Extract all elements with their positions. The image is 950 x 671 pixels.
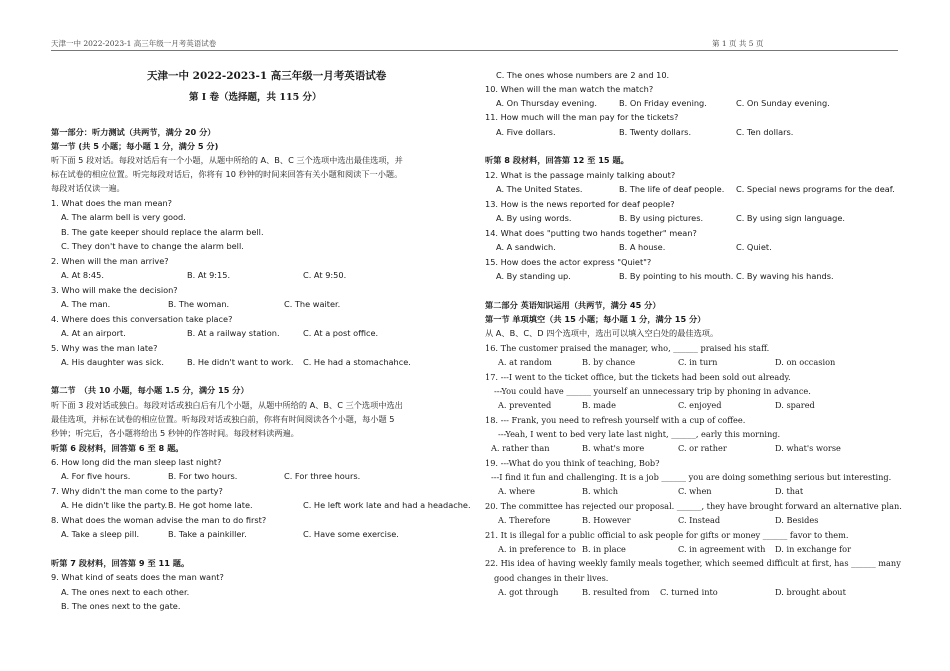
option: A. For five hours. xyxy=(61,471,131,481)
sec1-intro-line: 标在试卷的相应位置。听完每段对话后，你将有 10 秒钟的时间来回答有关小题和阅读下一小题。 xyxy=(51,169,403,179)
option: A. prevented xyxy=(498,400,552,410)
option: C. in agreement with xyxy=(678,544,766,554)
question-stem: 1. What does the man mean? xyxy=(51,198,173,208)
option: C. He left work late and had a headache. xyxy=(303,500,471,510)
question-stem: ---Yeah, I went to bed very late last night, ______, early this morning. xyxy=(498,429,781,439)
sec2-intro-line: 听下面 3 段对话或独白。每段对话或独白后有几个小题，从题中所给的 A、B、C 三个选项中选出 xyxy=(51,400,403,410)
question-stem: 11. How much will the man pay for the tickets? xyxy=(485,112,679,122)
question-stem: good changes in their lives. xyxy=(494,573,609,583)
option: A. The United States. xyxy=(496,184,583,194)
option: C. or rather xyxy=(678,443,727,453)
option: C. At a post office. xyxy=(303,328,379,338)
question-stem: 19. ---What do you think of teaching, Bob? xyxy=(485,458,660,468)
part2-heading: 第二部分 英语知识运用（共两节，满分 45 分） xyxy=(485,300,661,310)
option: A. got through xyxy=(498,587,559,597)
option: C. The waiter. xyxy=(284,299,341,309)
option: D. that xyxy=(775,486,804,496)
question-stem: 4. Where does this conversation take place? xyxy=(51,314,233,324)
option: B. The ones next to the gate. xyxy=(61,601,181,611)
option: C. Ten dollars. xyxy=(736,127,794,137)
option: A. where xyxy=(498,486,536,496)
option: B. by chance xyxy=(582,357,636,367)
option: D. spared xyxy=(775,400,815,410)
question-stem: 13. How is the news reported for deaf people? xyxy=(485,199,675,209)
option: D. brought about xyxy=(775,587,846,597)
option: D. what's worse xyxy=(775,443,841,453)
option: A. On Thursday evening. xyxy=(496,98,597,108)
material-heading: 听第 6 段材料，回答第 6 至 8 题。 xyxy=(51,443,184,453)
page-title: 天津一中 2022-2023-1 高三年级一月考英语试卷 xyxy=(147,70,387,82)
option: A. Therefore xyxy=(498,515,551,525)
question-stem: 17. ---I went to the ticket office, but the tickets had been sold out already. xyxy=(485,372,791,382)
question-stem: 14. What does "putting two hands together" mean? xyxy=(485,228,697,238)
option: C. They don't have to change the alarm bell. xyxy=(61,241,244,251)
option: C. At 9:50. xyxy=(303,270,347,280)
question-stem: ---I find it fun and challenging. It is a job ______ you are doing something serious but interesting. xyxy=(491,472,892,482)
part2-sec1-heading: 第一节 单项填空（共 15 小题；每小题 1 分，满分 15 分） xyxy=(485,314,706,324)
option: C. turned into xyxy=(660,587,718,597)
question-stem: 8. What does the woman advise the man to do first? xyxy=(51,515,267,525)
option: B. He got home late. xyxy=(168,500,253,510)
option: D. Besides xyxy=(775,515,819,525)
option: B. made xyxy=(582,400,616,410)
option: C. By using sign language. xyxy=(736,213,845,223)
option: C. Have some exercise. xyxy=(303,529,399,539)
question-stem: 16. The customer praised the manager, who, ______ praised his staff. xyxy=(485,343,770,353)
option: A. The ones next to each other. xyxy=(61,587,190,597)
question-stem: 7. Why didn't the man come to the party? xyxy=(51,486,223,496)
question-stem: 2. When will the man arrive? xyxy=(51,256,169,266)
question-stem: 20. The committee has rejected our proposal. ______, they have brought forward an alternative plan. xyxy=(485,501,902,511)
option: B. Twenty dollars. xyxy=(619,127,692,137)
option: B. resulted from xyxy=(582,587,650,597)
option: D. on occasion xyxy=(775,357,836,367)
sec1-intro-line: 每段对话仅读一遍。 xyxy=(51,183,125,193)
option: C. enjoyed xyxy=(678,400,722,410)
option: B. Take a painkiller. xyxy=(168,529,247,539)
option: B. The life of deaf people. xyxy=(619,184,725,194)
option: A. At 8:45. xyxy=(61,270,104,280)
question-stem: 21. It is illegal for a public official to ask people for gifts or money ______ favor to them. xyxy=(485,530,849,540)
page-number: 第 1 页 共 5 页 xyxy=(712,39,764,48)
sec2-intro-line: 最佳选项，并标在试卷的相应位置。听每段对话或独白前，你将有时间阅读各个小题，每小题 5 xyxy=(51,414,395,424)
option: C. in turn xyxy=(678,357,718,367)
question-stem: 6. How long did the man sleep last night? xyxy=(51,457,222,467)
option: A. The alarm bell is very good. xyxy=(61,212,186,222)
header-divider xyxy=(51,50,898,51)
option: A. The man. xyxy=(61,299,111,309)
option: C. For three hours. xyxy=(284,471,361,481)
option: A. His daughter was sick. xyxy=(61,357,164,367)
question-stem: 10. When will the man watch the match? xyxy=(485,84,654,94)
option: B. what's more xyxy=(582,443,645,453)
option: D. in exchange for xyxy=(775,544,852,554)
option: A. in preference to xyxy=(498,544,576,554)
material-heading: 听第 8 段材料，回答第 12 至 15 题。 xyxy=(485,155,629,165)
option: C. Special news programs for the deaf. xyxy=(736,184,895,194)
sec2-intro-line: 秒钟；听完后，各小题将给出 5 秒钟的作答时间。每段材料读两遍。 xyxy=(51,428,299,438)
question-stem: 5. Why was the man late? xyxy=(51,343,158,353)
option: B. The gate keeper should replace the alarm bell. xyxy=(61,227,264,237)
option: A. A sandwich. xyxy=(496,242,556,252)
question-stem: 15. How does the actor express "Quiet"? xyxy=(485,257,652,267)
option: B. The woman. xyxy=(168,299,230,309)
question-stem: 12. What is the passage mainly talking about? xyxy=(485,170,676,180)
question-stem: ---You could have ______ yourself an unnecessary trip by phoning in advance. xyxy=(494,386,811,396)
option: C. By waving his hands. xyxy=(736,271,834,281)
sec1-intro-line: 听下面 5 段对话。每段对话后有一个小题，从题中所给的 A、B、C 三个选项中选出最佳选项，并 xyxy=(51,155,403,165)
option: C. He had a stomachahce. xyxy=(303,357,411,367)
option: C. The ones whose numbers are 2 and 10. xyxy=(496,70,670,80)
option: C. Instead xyxy=(678,515,721,525)
option: B. A house. xyxy=(619,242,666,252)
option: B. which xyxy=(582,486,618,496)
option: B. On Friday evening. xyxy=(619,98,707,108)
option: B. At 9:15. xyxy=(187,270,231,280)
option: C. On Sunday evening. xyxy=(736,98,830,108)
option: B. However xyxy=(582,515,631,525)
option: B. He didn't want to work. xyxy=(187,357,294,367)
option: A. He didn't like the party. xyxy=(61,500,168,510)
page-header-left: 天津一中 2022-2023-1 高三年级一月考英语试卷 xyxy=(51,39,217,48)
option: A. By using words. xyxy=(496,213,572,223)
question-stem: 9. What kind of seats does the man want? xyxy=(51,572,224,582)
option: A. Five dollars. xyxy=(496,127,556,137)
part1-heading: 第一部分：听力测试（共两节，满分 20 分） xyxy=(51,127,216,137)
option: B. By pointing to his mouth. xyxy=(619,271,734,281)
option: A. By standing up. xyxy=(496,271,571,281)
part2-intro: 从 A、B、C、D 四个选项中，选出可以填入空白处的最佳选项。 xyxy=(485,328,719,338)
option: B. By using pictures. xyxy=(619,213,704,223)
option: A. at random xyxy=(498,357,552,367)
question-stem: 22. His idea of having weekly family meals together, which seemed difficult at first, has ______ many xyxy=(485,558,901,568)
option: A. rather than xyxy=(491,443,550,453)
question-stem: 3. Who will make the decision? xyxy=(51,285,178,295)
option: A. At an airport. xyxy=(61,328,126,338)
option: A. Take a sleep pill. xyxy=(61,529,140,539)
material-heading: 听第 7 段材料，回答第 9 至 11 题。 xyxy=(51,558,190,568)
question-stem: 18. --- Frank, you need to refresh yourself with a cup of coffee. xyxy=(485,415,746,425)
option: B. For two hours. xyxy=(168,471,238,481)
part1-sec2-heading: 第二节 （共 10 小题，每小题 1.5 分，满分 15 分） xyxy=(51,385,249,395)
part1-sec1-heading: 第一节 (共 5 小题；每小题 1 分，满分 5 分) xyxy=(51,141,219,151)
option: C. when xyxy=(678,486,712,496)
page-subtitle: 第 I 卷（选择题，共 115 分） xyxy=(189,92,322,103)
option: B. in place xyxy=(582,544,626,554)
option: C. Quiet. xyxy=(736,242,772,252)
option: B. At a railway station. xyxy=(187,328,280,338)
